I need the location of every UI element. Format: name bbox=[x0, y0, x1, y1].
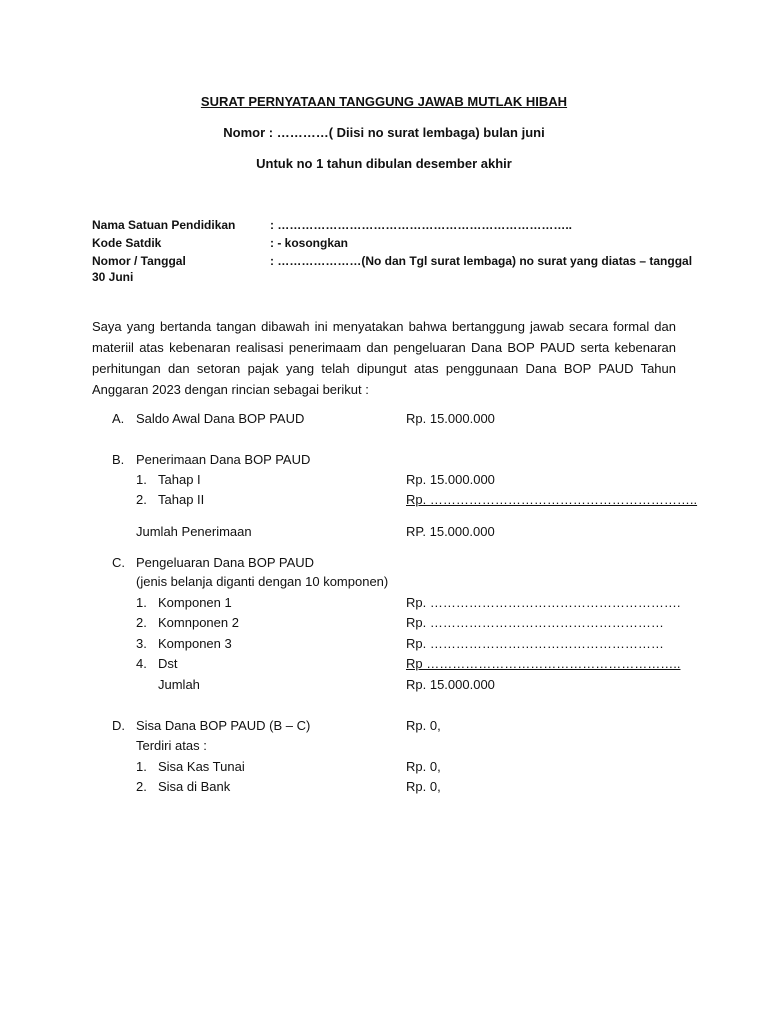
list-item-amount: Rp. ……………………………………………… bbox=[406, 636, 664, 651]
section-b-total-label: Jumlah Penerimaan bbox=[136, 524, 252, 539]
section-b-label: Penerimaan Dana BOP PAUD bbox=[136, 452, 311, 467]
list-item-number: 1. bbox=[136, 759, 147, 774]
nomor-tanggal-label: Nomor / Tanggal bbox=[92, 254, 186, 268]
list-item-number: 1. bbox=[136, 595, 147, 610]
section-d-amount: Rp. 0, bbox=[406, 718, 441, 733]
list-item-amount: Rp. …………………………………………………….. bbox=[406, 492, 698, 507]
section-a-amount: Rp. 15.000.000 bbox=[406, 411, 495, 426]
list-item-number: 2. bbox=[136, 492, 147, 507]
document-title: SURAT PERNYATAAN TANGGUNG JAWAB MUTLAK HIBAH bbox=[200, 94, 568, 109]
section-c-mark: C. bbox=[112, 555, 125, 570]
nomor-tanggal-continuation: 30 Juni bbox=[92, 270, 134, 284]
list-item-label: Komponen 3 bbox=[158, 636, 232, 651]
section-c-label: Pengeluaran Dana BOP PAUD bbox=[136, 555, 315, 570]
section-a-mark: A. bbox=[112, 411, 125, 426]
section-b-mark: B. bbox=[112, 452, 125, 467]
list-item-number: 1. bbox=[136, 472, 147, 487]
nomor-line: Nomor : …………( Diisi no surat lembaga) bulan juni bbox=[223, 125, 545, 140]
section-a-label: Saldo Awal Dana BOP PAUD bbox=[136, 411, 305, 426]
list-item-amount: Rp. …………………………………………………. bbox=[406, 595, 681, 610]
list-item-amount: Rp. 0, bbox=[406, 759, 441, 774]
nama-satuan-value: : ……………………………………………………………….. bbox=[270, 218, 572, 232]
statement-paragraph: Saya yang bertanda tangan dibawah ini menyatakan bahwa bertanggung jawab secara formal dan materiil atas kebenaran realisasi penerimaam dan pengeluaran Dana BOP PAUD serta kebenaran perhitungan dan setoran pajak yang telah dipungut atas penggunaan Dana BOP PAUD Tahun Anggaran 2023 dengan rincian sebagai berikut : bbox=[92, 319, 676, 397]
section-d-sub-label: Terdiri atas : bbox=[136, 738, 207, 753]
list-item-amount: Rp. 15.000.000 bbox=[406, 472, 495, 487]
list-item-amount: Rp. ……………………………………………… bbox=[406, 615, 664, 630]
kode-satdik-label: Kode Satdik bbox=[92, 236, 162, 250]
section-c-note: (jenis belanja diganti dengan 10 komponen) bbox=[136, 574, 389, 589]
list-item-label: Komnponen 2 bbox=[158, 615, 239, 630]
list-item-label: Sisa Kas Tunai bbox=[158, 759, 245, 774]
kode-satdik-value: : - kosongkan bbox=[270, 236, 349, 250]
list-item-label: Tahap II bbox=[158, 492, 205, 507]
section-c-total-amount: Rp. 15.000.000 bbox=[406, 677, 495, 692]
nama-satuan-label: Nama Satuan Pendidikan bbox=[92, 218, 236, 232]
section-d-label: Sisa Dana BOP PAUD (B – C) bbox=[136, 718, 311, 733]
list-item-number: 2. bbox=[136, 779, 147, 794]
list-item-label: Komponen 1 bbox=[158, 595, 232, 610]
list-item-label: Dst bbox=[158, 656, 178, 671]
list-item-label: Tahap I bbox=[158, 472, 201, 487]
list-item-amount: Rp. 0, bbox=[406, 779, 441, 794]
list-item-number: 4. bbox=[136, 656, 147, 671]
section-c-total-label: Jumlah bbox=[158, 677, 200, 692]
nomor-tanggal-value: : …………………(No dan Tgl surat lembaga) no surat yang diatas – tanggal bbox=[270, 254, 693, 268]
section-b-total-amount: RP. 15.000.000 bbox=[406, 524, 495, 539]
list-item-label: Sisa di Bank bbox=[158, 779, 231, 794]
list-item-amount: Rp ………………………………………………….. bbox=[406, 656, 681, 671]
list-item-number: 3. bbox=[136, 636, 147, 651]
list-item-number: 2. bbox=[136, 615, 147, 630]
section-d-mark: D. bbox=[112, 718, 125, 733]
untuk-line: Untuk no 1 tahun dibulan desember akhir bbox=[256, 156, 512, 171]
